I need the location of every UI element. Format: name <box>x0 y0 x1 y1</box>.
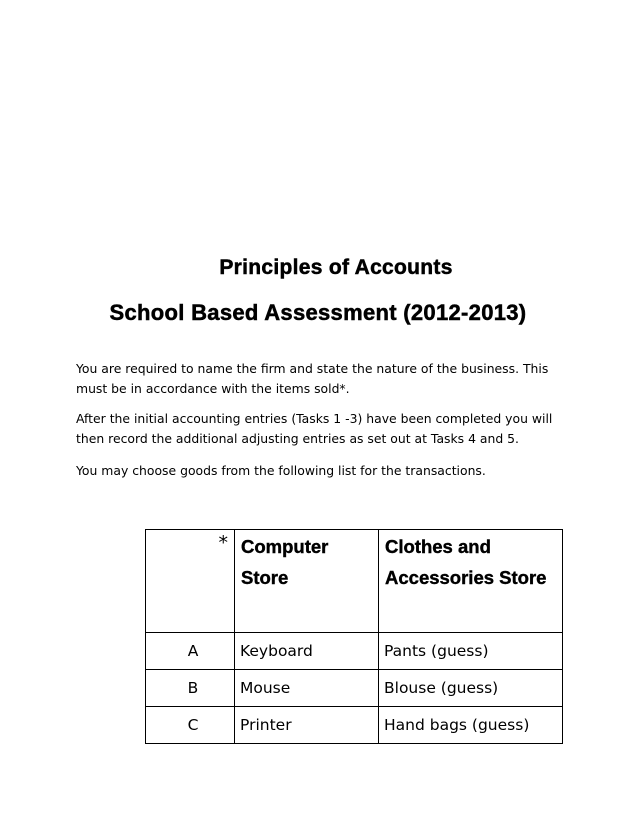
row-key: B <box>146 670 235 707</box>
row-key: A <box>146 633 235 670</box>
table-row <box>146 633 563 670</box>
row-key: C <box>146 707 235 744</box>
header-clothes-store: Clothes and Accessories Store <box>379 530 563 633</box>
computer-item: Printer <box>235 707 379 744</box>
clothes-item: Blouse (guess) <box>379 670 563 707</box>
table-header-row <box>146 530 563 633</box>
clothes-item: Pants (guess) <box>379 633 563 670</box>
paragraph-adjusting-entries: After the initial accounting entries (Tasks 1 -3) have been completed you will then record the additional adjusting entries as set out at Tasks 4 and 5. <box>76 411 553 446</box>
header-computer-store: Computer Store <box>235 530 379 633</box>
paragraph-goods-list: You may choose goods from the following list for the transactions. <box>76 463 486 478</box>
header-asterisk: * <box>146 530 235 633</box>
computer-item: Mouse <box>235 670 379 707</box>
document-subtitle: School Based Assessment (2012-2013) <box>109 300 527 325</box>
table-row <box>146 707 563 744</box>
goods-table <box>145 529 563 744</box>
clothes-item: Hand bags (guess) <box>379 707 563 744</box>
paragraph-instructions: You are required to name the firm and state the nature of the business. This must be in accordance with the items sold*. <box>76 361 549 396</box>
computer-item: Keyboard <box>235 633 379 670</box>
table-row <box>146 670 563 707</box>
document-title: Principles of Accounts <box>219 256 453 279</box>
